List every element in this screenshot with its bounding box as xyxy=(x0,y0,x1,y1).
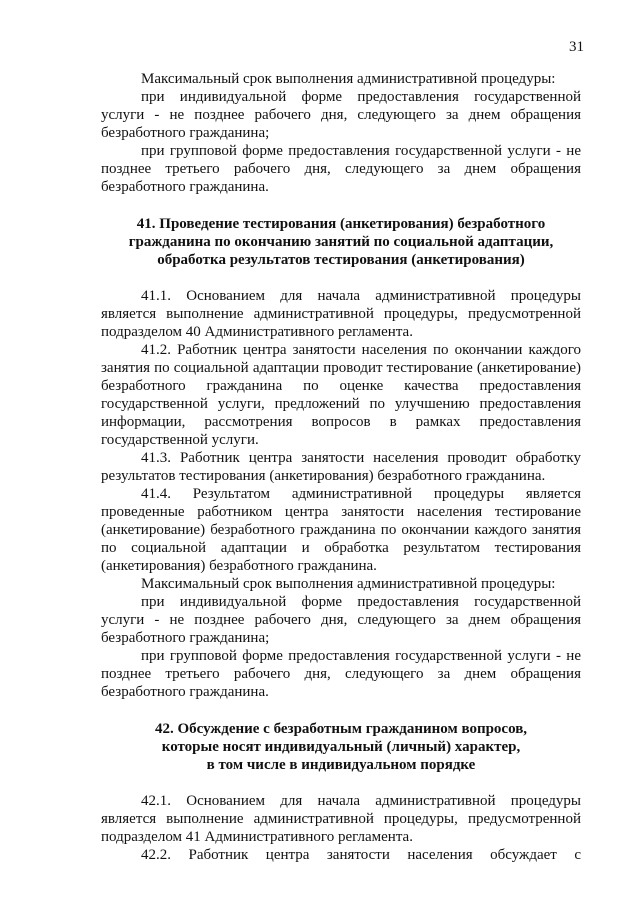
section-42-heading-line: которые носят индивидуальный (личный) характер, xyxy=(161,739,521,755)
section-42-heading xyxy=(101,720,581,774)
paragraph-41-max-term: Максимальный срок выполнения административной процедуры: xyxy=(141,576,556,592)
section-42-heading-line: 42. Обсуждение с безработным гражданином вопросов, xyxy=(154,721,528,737)
section-41-heading-line: 41. Проведение тестирования (анкетирования) безработного xyxy=(136,216,546,232)
section-41-heading xyxy=(101,215,581,269)
paragraph-41-individual-form: при индивидуальной форме предоставления государственной услуги - не позднее рабочего дня, следующего за днем обращения безработного гражданина; xyxy=(101,594,581,646)
page-number: 31 xyxy=(569,39,584,55)
paragraph-41-4: 41.4. Результатом административной процедуры является проведенные работником центра занятости населения тестирование (анкетирование) безработного гражданина по окончании каждого занятия по социальной адаптации и обработка результатом тестирования (анкетирования) безработного гражданина. xyxy=(101,486,581,574)
section-41-heading-line: гражданина по окончанию занятий по социальной адаптации, xyxy=(128,234,554,250)
paragraph-max-term: Максимальный срок выполнения административной процедуры: xyxy=(141,71,556,87)
paragraph-41-2: 41.2. Работник центра занятости населения по окончании каждого занятия по социальной адаптации проводит тестирование (анкетирование) безработного гражданина по оценке качества предоставления государственной услуги, предложений по улучшению предоставления информации, рассмотрения вопросов в рамках предоставления государственной услуги. xyxy=(101,342,581,448)
paragraph-42-1: 42.1. Основанием для начала административной процедуры является выполнение административной процедуры, предусмотренной подразделом 41 Административного регламента. xyxy=(101,793,581,845)
paragraph-41-group-form: при групповой форме предоставления государственной услуги - не позднее третьего рабочего дня, следующего за днем обращения безработного гражданина. xyxy=(101,648,581,700)
document-body xyxy=(101,70,581,864)
paragraph-41-3: 41.3. Работник центра занятости населения проводит обработку результатов тестирования (анкетирования) безработного гражданина. xyxy=(101,450,581,484)
paragraph-group-form: при групповой форме предоставления государственной услуги - не позднее третьего рабочего дня, следующего за днем обращения безработного гражданина. xyxy=(101,143,581,195)
section-42-heading-line: в том числе в индивидуальном порядке xyxy=(206,757,476,773)
paragraph-42-2: 42.2. Работник центра занятости населения обсуждает с xyxy=(141,847,581,863)
section-41-heading-line: обработка результатов тестирования (анкетирования) xyxy=(157,252,525,268)
paragraph-41-1: 41.1. Основанием для начала административной процедуры является выполнение административной процедуры, предусмотренной подразделом 40 Административного регламента. xyxy=(101,288,581,340)
paragraph-individual-form: при индивидуальной форме предоставления государственной услуги - не позднее рабочего дня, следующего за днем обращения безработного гражданина; xyxy=(101,89,581,141)
